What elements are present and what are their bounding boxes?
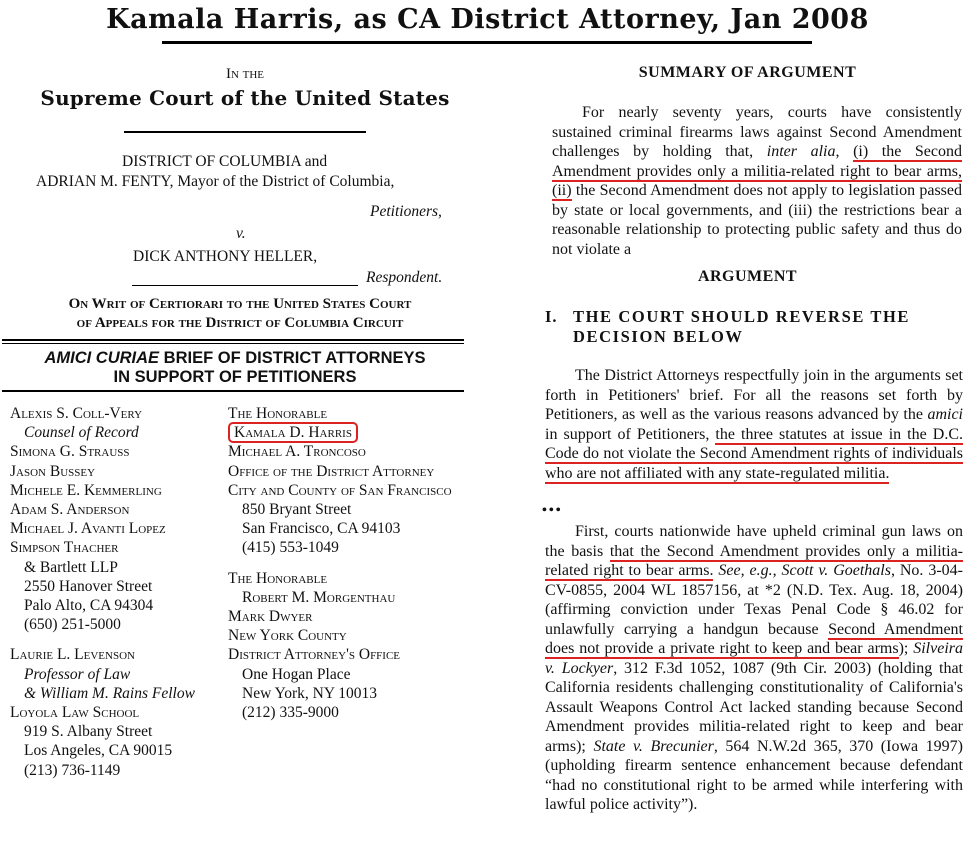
section-number: I. bbox=[545, 307, 558, 326]
honorific: The Honorable bbox=[228, 405, 328, 422]
highlight-militia-right: (i) the Second Amendment provides only a militia-related right to bear arms, (ii) bbox=[552, 143, 963, 199]
highlight-private-right: Second Amendment does not provide a private right to keep and bear arms bbox=[545, 620, 964, 657]
highlight-militia-provides: that the Second Amendment provides only a militia-related right to bear arms. bbox=[545, 542, 964, 579]
brief-rule-top bbox=[2, 339, 464, 341]
phone-number: (213) 736-1149 bbox=[24, 761, 121, 779]
address-line: 850 Bryant Street bbox=[242, 501, 352, 519]
ellipsis: ••• bbox=[542, 503, 563, 518]
argument-paragraph-2 bbox=[545, 522, 963, 815]
address-line: New York, NY 10013 bbox=[242, 684, 378, 702]
writ-rule-top bbox=[124, 290, 366, 291]
case-cite: Silveira v. Lockyer bbox=[545, 640, 963, 677]
section-title: THE COURT SHOULD REVERSE THE DECISION BELOW bbox=[573, 307, 911, 346]
attorney-name: Robert M. Morgenthau bbox=[242, 588, 396, 606]
petitioner-line-2: ADRIAN M. FENTY, Mayor of the District of Columbia, bbox=[36, 173, 395, 190]
brief-title-1 bbox=[0, 349, 470, 368]
argument-text: in support of Petitioners, bbox=[545, 425, 716, 443]
office-name: District Attorney's Office bbox=[228, 646, 401, 664]
respondent-line bbox=[132, 285, 358, 286]
page-title: Kamala Harris, as CA District Attorney, Jan 2008 bbox=[106, 4, 869, 35]
firm-name-cont: & Bartlett LLP bbox=[24, 558, 118, 576]
petitioners-label: Petitioners, bbox=[370, 203, 442, 220]
attorney-name: Adam S. Anderson bbox=[10, 501, 130, 519]
summary-text: For nearly seventy years, courts have consistently sustained criminal firearms laws against Second Amendment challenges by holding that, bbox=[552, 104, 962, 160]
office-name: New York County bbox=[228, 627, 347, 645]
case-cite: See, e.g., Scott v. Goethals bbox=[718, 562, 891, 579]
respondent-label: Respondent. bbox=[366, 269, 443, 286]
brief-title-2: IN SUPPORT OF PETITIONERS bbox=[113, 368, 357, 386]
firm-name: Simpson Thacher bbox=[10, 539, 119, 557]
title-underline bbox=[162, 41, 812, 44]
amici-word: amici bbox=[927, 406, 963, 423]
writ-line-1: On Writ of Certiorari to the United States Court bbox=[68, 296, 412, 312]
argument-text: ); bbox=[898, 640, 914, 657]
argument-paragraph-1 bbox=[545, 366, 963, 483]
address-line: San Francisco, CA 94103 bbox=[242, 520, 401, 538]
court-name: Supreme Court of the United States bbox=[40, 86, 450, 110]
versus: v. bbox=[236, 225, 246, 242]
in-the-label: In the bbox=[225, 66, 265, 82]
attorney-name: Alexis S. Coll-Very bbox=[10, 405, 143, 422]
argument-text: , 564 N.W.2d 365, 370 (Iowa 1997) (upholding firearm sentence enhancement because defendant “had no constitutional right to be armed while interfering with lawful police activity”). bbox=[545, 737, 964, 813]
attorney-name: Mark Dwyer bbox=[228, 608, 313, 626]
respondent-name: DICK ANTHONY HELLER, bbox=[133, 248, 318, 265]
counsel-column-1 bbox=[10, 404, 195, 780]
attorney-name: Michele E. Kemmerling bbox=[10, 481, 162, 499]
writ-line-2: of Appeals for the District of Columbia Circuit bbox=[76, 315, 404, 331]
attorney-name: Laurie L. Levenson bbox=[10, 646, 135, 664]
office-name: Office of the District Attorney bbox=[228, 462, 435, 480]
school-name: Loyola Law School bbox=[10, 704, 140, 722]
brief-rule-top-2 bbox=[2, 343, 464, 344]
attorney-name: Simona G. Strauss bbox=[10, 443, 130, 461]
summary-paragraph bbox=[552, 103, 962, 259]
honorific: The Honorable bbox=[228, 569, 328, 587]
argument-text: , 312 F.3d 1052, 1087 (9th Cir. 2003) (holding that California residents challenging constitutionality of California's Assault Weapons Control Act lacked standing because Second Amendment provides militia-related right to keep and bear arms); bbox=[545, 659, 963, 755]
phone-number: (212) 335-9000 bbox=[242, 704, 339, 722]
phone-number: (650) 251-5000 bbox=[24, 616, 121, 634]
petitioner-line-1: DISTRICT OF COLUMBIA and bbox=[122, 153, 328, 170]
argument-heading: ARGUMENT bbox=[697, 268, 798, 285]
address-line: 2550 Hanover Street bbox=[24, 577, 153, 595]
address-line: 919 S. Albany Street bbox=[24, 723, 153, 741]
attorney-name: Jason Bussey bbox=[10, 462, 96, 480]
highlight-statutes: the three statutes at issue in the D.C. Code do not violate the Second Amendment rights of individuals who are not affiliated with any state-regulated militia. bbox=[545, 425, 964, 482]
phone-number: (415) 553-1049 bbox=[242, 539, 339, 557]
attorney-name: Michael A. Troncoso bbox=[228, 443, 366, 461]
address-line: One Hogan Place bbox=[242, 665, 351, 683]
case-cite: State v. Brecunier bbox=[593, 737, 714, 755]
summary-text: the Second Amendment does not apply to legislation passed by state or local governments, and (iii) the restrictions bear a reasonable relationship to protecting public safety and thus do not violate a bbox=[552, 182, 962, 258]
amici-curiae-label: AMICI CURIAE bbox=[44, 349, 160, 367]
brief-rule-bottom bbox=[2, 390, 464, 392]
attorney-name: Michael J. Avanti Lopez bbox=[10, 520, 166, 538]
argument-text: First, courts nationwide have upheld criminal gun laws on the basis bbox=[545, 523, 963, 560]
argument-text: The District Attorneys respectfully join in the arguments set forth in Petitioners' brief. For all the reasons set forth by Petitioners, as well as the various reasons advanced by the bbox=[545, 367, 963, 423]
counsel-of-record: Counsel of Record bbox=[24, 424, 139, 442]
attorney-title: & William M. Rains Fellow bbox=[24, 684, 195, 702]
address-line: Palo Alto, CA 94304 bbox=[24, 597, 154, 615]
counsel-column-2 bbox=[228, 404, 452, 722]
court-rule bbox=[124, 131, 366, 133]
address-line: Los Angeles, CA 90015 bbox=[24, 742, 173, 760]
summary-text: , bbox=[835, 143, 854, 160]
inter-alia: inter alia bbox=[766, 143, 836, 160]
argument-text: , No. 3-04-CV-0855, 2004 WL 1857156, at *2 (N.D. Tex. Aug. 18, 2004) (affirming conviction under Texas Penal Code § 46.02 for unlawfully carrying a handgun because bbox=[545, 562, 963, 638]
office-name: City and County of San Francisco bbox=[228, 481, 452, 499]
summary-heading: SUMMARY OF ARGUMENT bbox=[638, 64, 857, 81]
attorney-title: Professor of Law bbox=[24, 665, 131, 683]
harris-name-row bbox=[228, 423, 452, 442]
brief-title-1b: BRIEF OF DISTRICT ATTORNEYS bbox=[159, 349, 426, 367]
harris-highlight-box: Kamala D. Harris bbox=[228, 422, 358, 443]
